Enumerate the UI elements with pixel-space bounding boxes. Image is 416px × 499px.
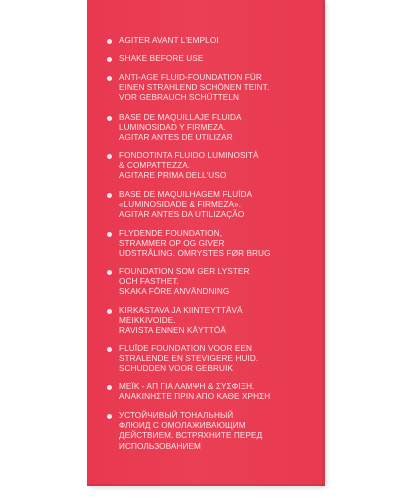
instruction-item [107, 73, 325, 104]
bullet-dot-icon [107, 39, 112, 44]
bullet-dot-icon [107, 414, 112, 419]
instruction-item [107, 151, 325, 182]
instruction-text: KIRKASTAVA JA KIINTEYTTÄVÄ MEIKKIVOIDE. RAVISTA ENNEN KÄYTTÖÄ [119, 306, 243, 336]
instruction-text: FONDOTINTA FLUIDO LUMINOSITÀ & COMPATTEZZA. AGITARE PRIMA DELL'USO [119, 151, 259, 181]
instruction-text: AGITER AVANT L'EMPLOI [119, 36, 219, 45]
instruction-item [107, 306, 325, 337]
instruction-text: УСТОЙЧИВЫЙ ТОНАЛЬНЫЙ ФЛЮИД С ОМОЛАЖИВАЮЩИМ ДЕЙСТВИЕМ. ВСТРЯХНИТЕ ПЕРЕД ИСПОЛЬЗОВАНИЕМ [119, 411, 263, 451]
instruction-text: BASE DE MAQUILLAJE FLUIDA LUMINOSIDAD Y FIRMEZA. AGITAR ANTES DE UTILIZAR [119, 113, 242, 143]
bullet-dot-icon [107, 347, 112, 352]
instruction-item [107, 190, 325, 221]
instruction-item [107, 36, 325, 46]
instruction-text: FLUÏDE FOUNDATION VOOR EEN STRALENDE EN STEVIGERE HUID. SCHUDDEN VOOR GEBRUIK [119, 344, 259, 374]
bullet-dot-icon [107, 232, 112, 237]
bullet-dot-icon [107, 270, 112, 275]
instruction-item [107, 344, 325, 375]
bullet-dot-icon [107, 116, 112, 121]
bullet-dot-icon [107, 309, 112, 314]
instruction-item [107, 113, 325, 144]
instruction-text: SHAKE BEFORE USE [119, 54, 204, 63]
instruction-text: FOUNDATION SOM GER LYSTER OCH FASTHET. SKAKA FÖRE ANVÄNDNING [119, 267, 250, 297]
instruction-text: FLYDENDE FOUNDATION, STRAMMER OP OG GIVER UDSTRÅLING. OMRYSTES FØR BRUG [119, 229, 271, 259]
instruction-item [107, 267, 325, 298]
instruction-item [107, 382, 325, 402]
bullet-dot-icon [107, 57, 112, 62]
bullet-dot-icon [107, 193, 112, 198]
instruction-text: ΜΕΪΚ - ΑΠ ΓΙΑ ΛΑΜΨΗ & ΣΥΣΦΙΞΗ. ΑΝΑΚΙΝΗΣΤΕ ΠΡΙΝ ΑΠΟ ΚΑΘΕ ΧΡΗΣΗ [119, 382, 271, 402]
instruction-item [107, 411, 325, 452]
instruction-item [107, 54, 325, 64]
bullet-dot-icon [107, 385, 112, 390]
instruction-item [107, 229, 325, 260]
packaging-box-side [87, 0, 325, 486]
instruction-text: BASE DE MAQUILHAGEM FLUÍDA «LUMINOSIDADE & FIRMEZA». AGITAR ANTES DA UTILIZAÇÃO [119, 190, 253, 220]
instruction-text: ANTI-AGE FLUID-FOUNDATION FÜR EINEN STRAHLEND SCHÖNEN TEINT. VOR GEBRAUCH SCHÜTTELN [119, 73, 270, 103]
bullet-dot-icon [107, 154, 112, 159]
bullet-dot-icon [107, 76, 112, 81]
